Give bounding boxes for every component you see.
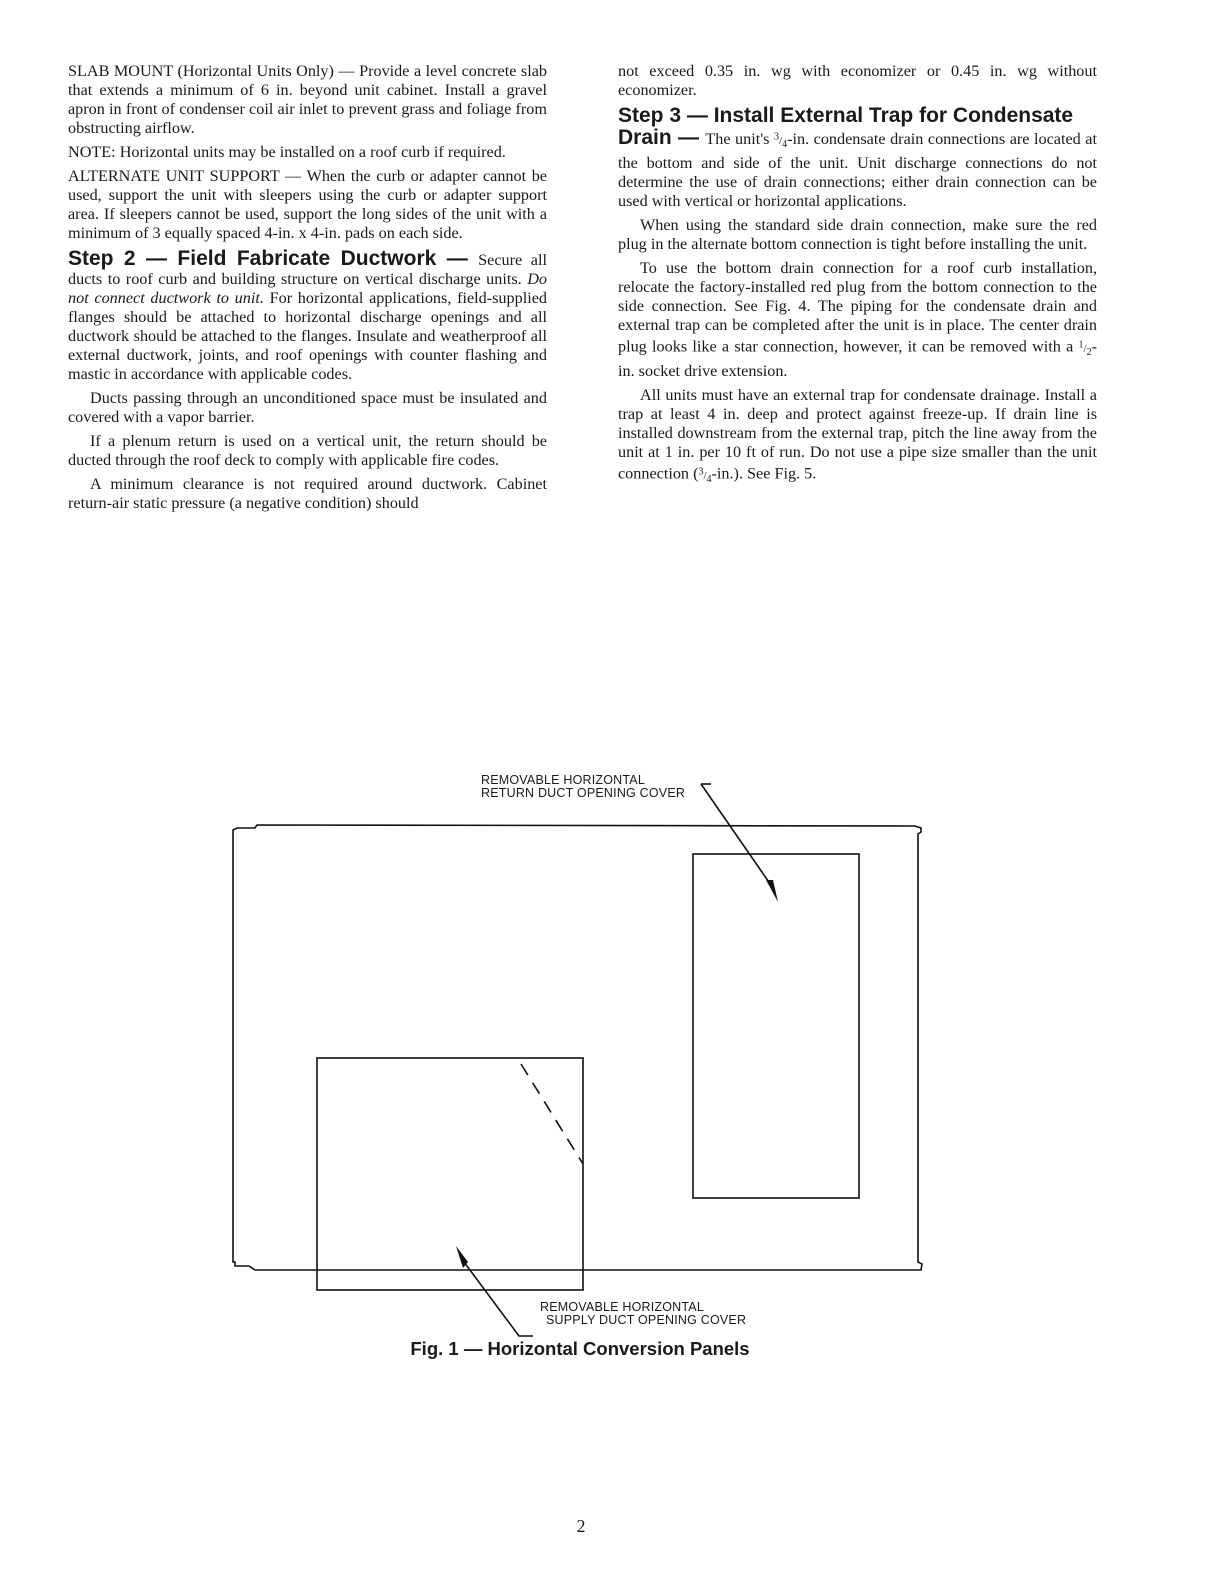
page-number: 2 (576, 1516, 586, 1536)
plenum-paragraph: If a plenum return is used on a vertical unit, the return should be ducted through the roof deck to comply with applicable fire codes. (68, 432, 547, 469)
figure-caption: Fig. 1 — Horizontal Conversion Panels (410, 1338, 750, 1359)
return-duct-cover (693, 854, 859, 1198)
return-arrowhead (766, 880, 778, 902)
right-column (618, 62, 1097, 494)
supply-duct-cover (317, 1058, 583, 1290)
slab-mount-paragraph: SLAB MOUNT (Horizontal Units Only) — Provide a level concrete slab that extends a minimum of 6 in. beyond unit cabinet. Install a gravel apron in front of condenser coil air inlet to prevent grass and foliage from obstructing airflow. (68, 62, 547, 137)
supply-hidden-line (521, 1064, 583, 1164)
step3-heading: Step 3 — Install External Trap for Condensate (618, 104, 1074, 127)
figure-horizontal-conversion-panels (225, 768, 945, 1348)
fraction: $^3/_4$ (774, 131, 788, 151)
step3-heading-cont: Drain — (618, 126, 706, 149)
note-paragraph: NOTE: Horizontal units may be installed on a roof curb if required. (68, 143, 506, 161)
return-leader-line (701, 784, 773, 888)
panel-diagram (225, 768, 945, 1348)
external-trap-paragraph: All units must have an external trap for condensate drainage. Install a trap at least 4 in. deep and protect against freeze-up. If drain line is installed downstream from the external trap, pitch the line away from the unit at 1 in. per 10 ft of run. Do not use a pipe size smaller than the unit connection $(^3/_4-in.)$. See Fig. 5. (618, 386, 1097, 485)
callout-return-cover: REMOVABLE HORIZONTAL RETURN DUCT OPENING COVER (481, 773, 686, 800)
left-column (68, 62, 547, 518)
bottom-drain-paragraph: To use the bottom drain connection for a roof curb installation, relocate the factory-installed red plug from the bottom connection to the side connection. See Fig. 4. The piping for the condensate drain and external trap can be completed after the unit is in place. The center drain plug looks like a star connection, however, it can be removed with a $^1/_2-in$. socket drive extension. (618, 259, 1097, 381)
continuation-paragraph: not exceed 0.35 in. wg with economizer or 0.45 in. wg without economizer. (618, 62, 1097, 99)
step2-paragraph: Step 2 — Field Fabricate Ductwork — Secure all ducts to roof curb and building structure on vertical discharge units. Do not connect ductwork to unit. For horizontal applications, field-supplied flanges should be attached to horizontal discharge openings and all ductwork should be attached to the flanges. Insulate and weatherproof all external ductwork, joints, and roof openings with counter flashing and mastic in accordance with applicable codes. (68, 247, 547, 383)
step3-paragraph: Step 3 — Install External Trap for Condensate Drain — The unit's $^3/_4-in$. condensate drain connections are located at the bottom and side of the unit. Unit discharge connections do not determine the use of drain connections; either drain connection can be used with vertical or horizontal applications. (618, 104, 1097, 211)
step2-heading: Step 2 — Field Fabricate Ductwork — (68, 247, 479, 270)
fraction: $^1/_2$ (1078, 339, 1092, 359)
alternate-support-paragraph: ALTERNATE UNIT SUPPORT — When the curb or adapter cannot be used, support the unit with sleepers using the curb or adapter support area. If sleepers cannot be used, support the long sides of the unit with a minimum of 3 equally spaced 4-in. x 4-in. pads on each side. (68, 167, 547, 242)
unit-outline (233, 825, 922, 1270)
ducts-paragraph: Ducts passing through an unconditioned space must be insulated and covered with a vapor barrier. (68, 389, 547, 426)
callout-supply-cover: REMOVABLE HORIZONTAL SUPPLY DUCT OPENING COVER (540, 1300, 747, 1327)
fraction: $^3/_4$ (698, 466, 712, 485)
side-drain-paragraph: When using the standard side drain connection, make sure the red plug in the alternate bottom connection is tight before installing the unit. (618, 216, 1097, 254)
clearance-paragraph: A minimum clearance is not required around ductwork. Cabinet return-air static pressure (a negative condition) should (68, 475, 547, 512)
